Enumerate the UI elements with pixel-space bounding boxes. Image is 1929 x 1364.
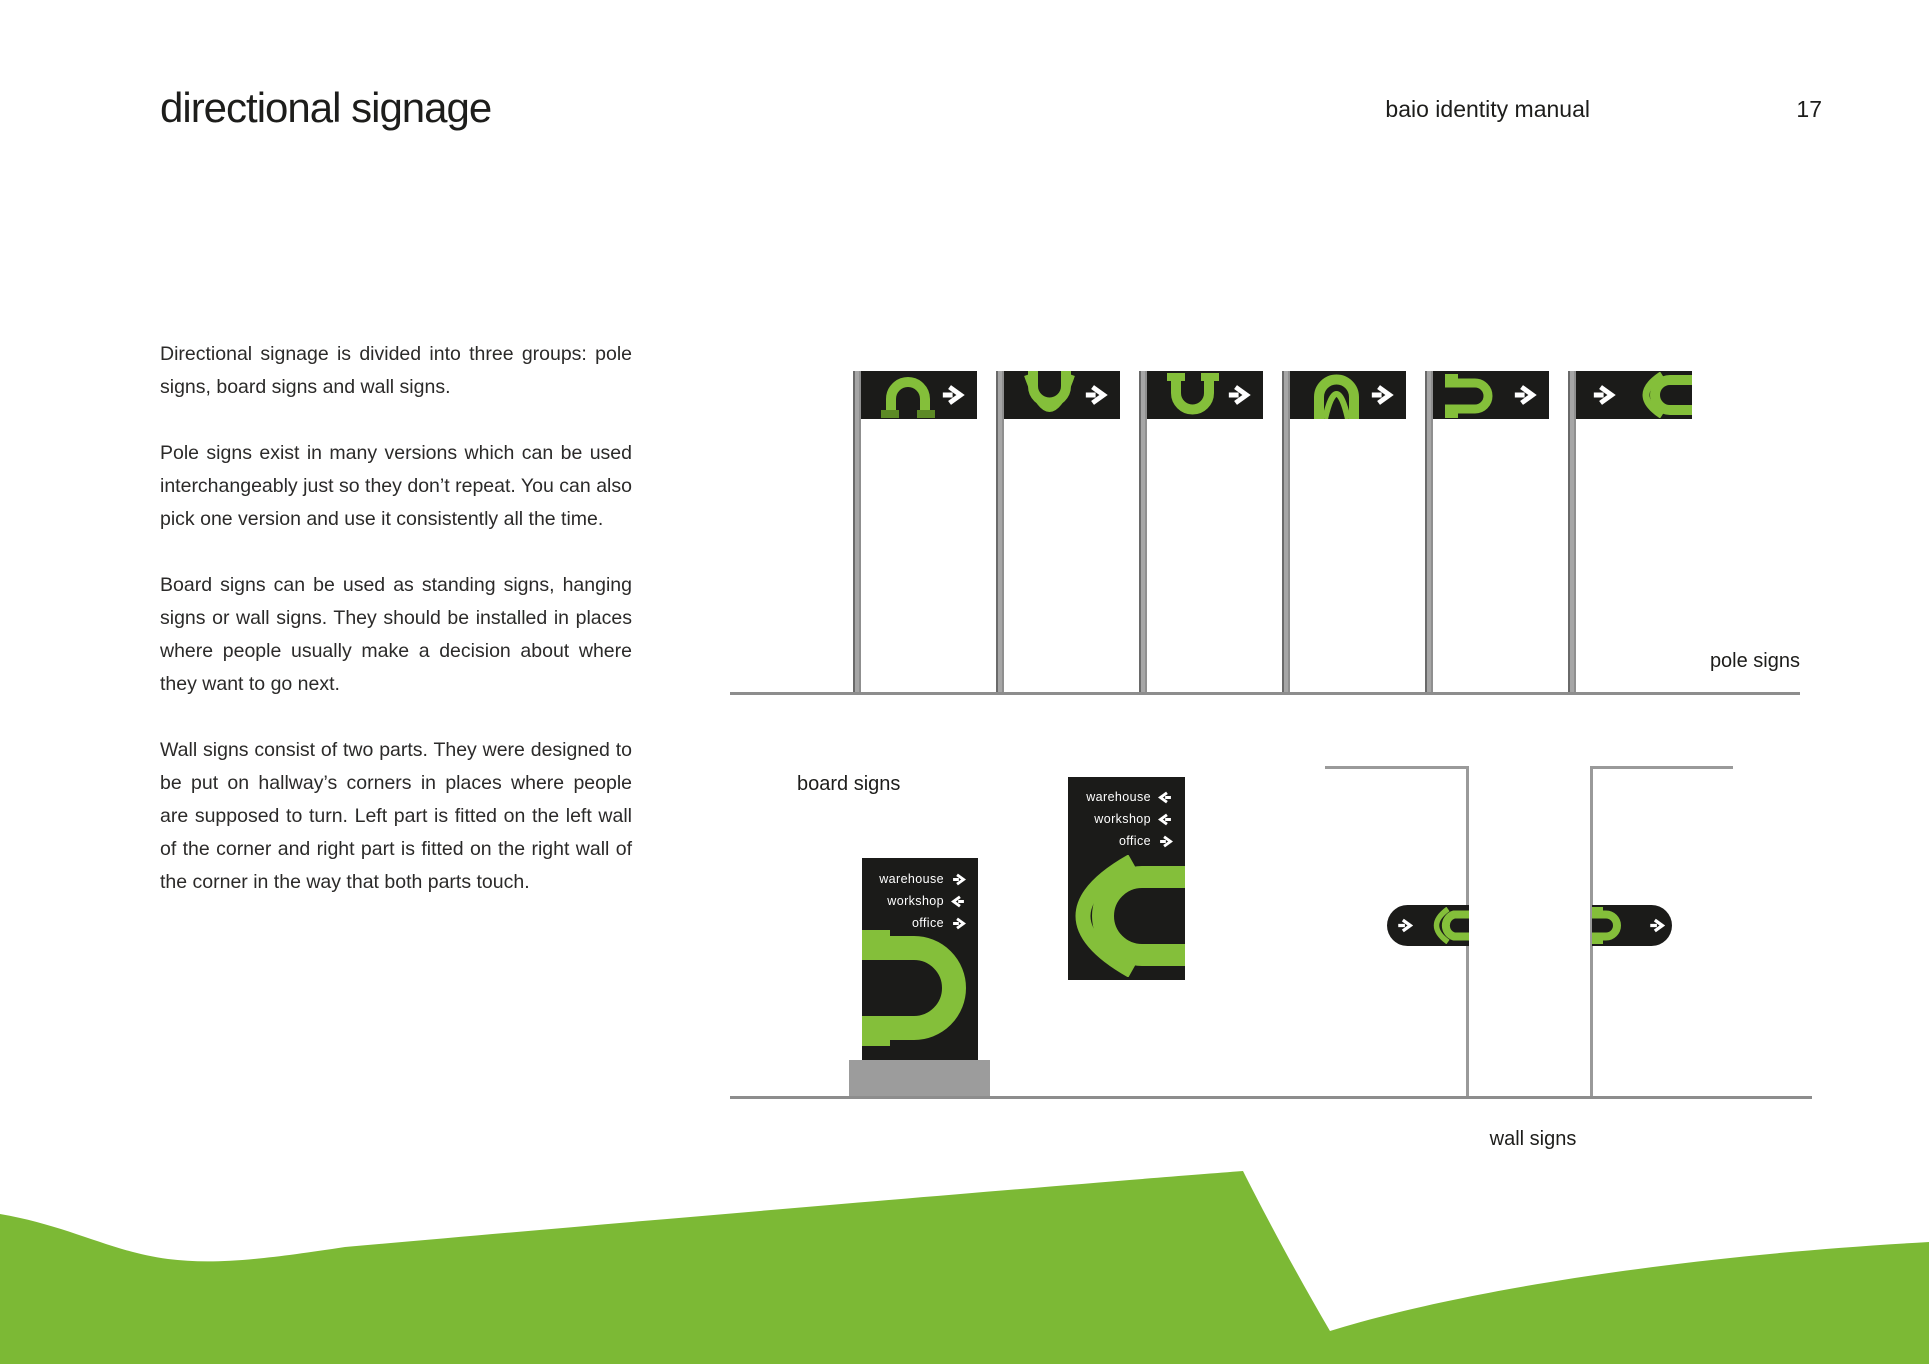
board-row — [862, 890, 966, 912]
wall-ground-line — [730, 1096, 1812, 1099]
pole — [1568, 371, 1576, 693]
logo-mark-u-icon — [1161, 373, 1225, 417]
pole-sign-flag-5 — [1433, 371, 1549, 419]
arrow-right-icon — [1396, 918, 1413, 933]
pole — [1425, 371, 1433, 693]
hanging-board-sign — [1068, 777, 1185, 980]
logo-mark-double-c-icon — [1427, 907, 1469, 944]
board-sign-base — [849, 1060, 990, 1098]
pole-ground-line — [730, 692, 1800, 695]
logo-mark-arch-icon — [877, 374, 941, 418]
logo-mark-u-double-icon — [1018, 371, 1082, 417]
manual-name: baio identity manual — [1385, 96, 1590, 122]
paragraph-board-signs: Board signs can be used as standing signs, hanging signs or wall signs. They should be installed in places where people usually make a decision about where they want to go next. — [160, 574, 632, 695]
page-title: directional signage — [160, 84, 492, 131]
arrow-right-icon — [951, 917, 966, 930]
board-row — [862, 868, 966, 890]
wall-sign-left-part — [1387, 905, 1469, 946]
board-row-label: workshop — [1094, 812, 1151, 826]
arrow-right-icon — [1368, 384, 1394, 406]
logo-mark-d-icon — [1445, 374, 1507, 418]
paragraph-groups: Directional signage is divided into three groups: pole signs, board signs and wall signs. — [160, 343, 632, 398]
arrow-left-icon — [1158, 813, 1173, 826]
paragraph-wall-signs: Wall signs consist of two parts. They were designed to be put on hallway’s corners in places where people are supposed to turn. Left part is fitted on the left wall of the corner and right part is fitted on the right wall of the corner in the way that both parts touch. — [160, 739, 632, 893]
arrow-right-icon — [1225, 384, 1251, 406]
arrow-right-icon — [1648, 918, 1665, 933]
pole-signs-label: pole signs — [1709, 650, 1800, 672]
arrow-left-icon — [951, 895, 966, 908]
pole-sign-flag-6 — [1576, 371, 1692, 419]
board-row — [1068, 786, 1173, 808]
pole — [996, 371, 1004, 693]
standing-board-sign — [862, 858, 978, 1062]
pole — [853, 371, 861, 693]
arrow-right-icon — [939, 384, 965, 406]
pole — [1282, 371, 1290, 693]
board-row-label: warehouse — [1086, 790, 1151, 804]
arrow-right-icon — [1511, 384, 1537, 406]
logo-mark-double-c-icon — [1068, 855, 1185, 977]
arrow-right-icon — [1082, 384, 1108, 406]
arrow-right-icon — [951, 873, 966, 886]
pole-sign-flag-4 — [1290, 371, 1406, 419]
arrow-right-icon — [1158, 835, 1173, 848]
body-copy — [160, 338, 632, 932]
wall-sign-right-part — [1592, 905, 1672, 946]
page-number: 17 — [1796, 96, 1822, 122]
pole-sign-flag-1 — [861, 371, 977, 419]
wall-signs-label: wall signs — [1489, 1128, 1577, 1150]
logo-mark-d-icon — [862, 930, 970, 1046]
logo-mark-arch-double-icon — [1306, 373, 1370, 419]
paragraph-pole-signs: Pole signs exist in many versions which can be used interchangeably just so they don’t repeat. You can also pick one version and use it consistently all the time. — [160, 442, 632, 530]
board-row-label: workshop — [887, 894, 944, 908]
arrow-left-icon — [1158, 791, 1173, 804]
pole — [1139, 371, 1147, 693]
board-row-label: office — [911, 916, 944, 930]
pole-sign-flag-2 — [1004, 371, 1120, 419]
logo-mark-double-c-icon — [1628, 372, 1692, 418]
right-corner-top-wall-line — [1590, 766, 1733, 769]
left-corner-top-wall-line — [1325, 766, 1468, 769]
board-row — [1068, 808, 1173, 830]
arrow-right-icon — [1590, 384, 1616, 406]
board-row-label: office — [1118, 834, 1151, 848]
pole-sign-flag-3 — [1147, 371, 1263, 419]
board-row — [1068, 830, 1173, 852]
logo-mark-d-icon — [1592, 907, 1632, 944]
board-signs-label: board signs — [797, 773, 901, 795]
board-row-label: warehouse — [879, 872, 944, 886]
